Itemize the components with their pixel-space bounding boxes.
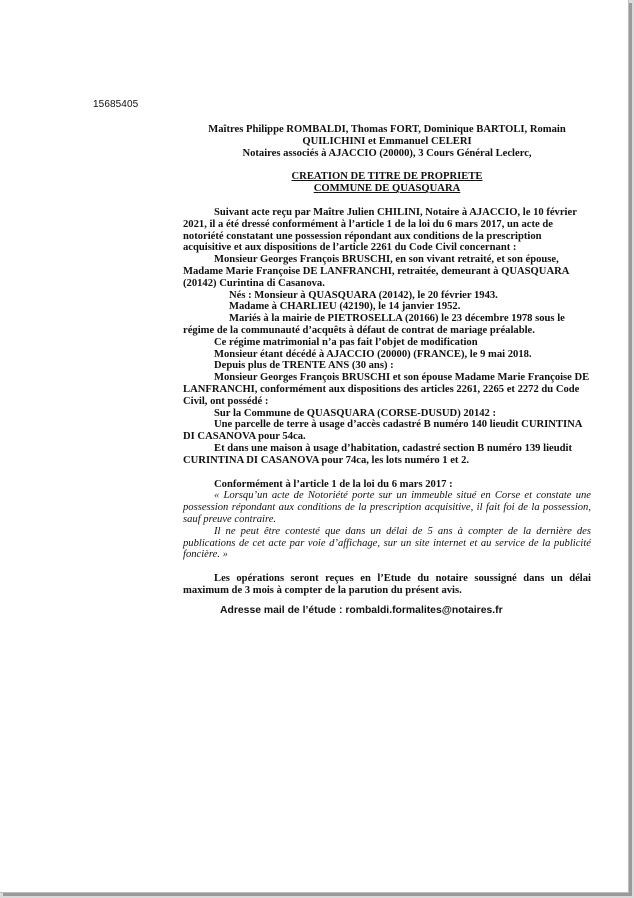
email-label: Adresse mail de l’étude : <box>220 604 346 616</box>
law-quote-1: « Lorsqu’un acte de Notoriété porte sur un immeuble situé en Corse et constate une possession répondant aux conditions de la prescription acquisitive, il fait foi de la possession, sauf preuve contraire. <box>183 490 591 525</box>
title-line-2: COMMUNE DE QUASQUARA <box>313 183 461 195</box>
reference-number: 15685405 <box>93 99 139 110</box>
oppositions-paragraph: Les opérations seront reçues en l’Etude du notaire soussigné dans un délai maximum de 3 mois à compter de la parution du présent avis. <box>183 573 591 596</box>
email-address: rombaldi.formalites@notaires.fr <box>345 604 503 616</box>
parcel-1: Une parcelle de terre à usage d’accès cadastré B numéro 140 lieudit CURINTINA DI CASANOVA pour 54ca. <box>183 419 582 443</box>
marriage-paragraph: Mariés à la mairie de PIETROSELLA (20166) le 23 décembre 1978 sous le régime de la communauté d’acquêts à défaut de contrat de mariage préalable. <box>183 313 565 336</box>
birth-husband: Nés : Monsieur à QUASQUARA (20142), le 20 février 1943. <box>229 289 498 301</box>
title-line-1: CREATION DE TITRE DE PROPRIETE <box>291 171 483 183</box>
death-paragraph: Monsieur étant décédé à AJACCIO (20000) (FRANCE), le 9 mai 2018. <box>214 348 532 360</box>
regime-unchanged: Ce régime matrimonial n’a pas fait l’objet de modification <box>214 336 478 348</box>
notaries-header <box>183 124 591 159</box>
owner-paragraph: Monsieur Georges François BRUSCHI, en son vivant retraité, et son épouse, Madame Marie Françoise DE LANFRANCHI, retraitée, demeurant à QUASQUARA (20142) Curintina di Casanova. <box>183 254 569 289</box>
office-email <box>183 605 591 617</box>
deed-intro: Suivant acte reçu par Maître Julien CHILINI, Notaire à AJACCIO, le 10 février 2021, il a été dressé conformément à l’article 1 de la loi du 6 mars 2017, un acte de notoriété constatant une possession répondant aux conditions de la prescription acquisitive et aux dispositions de l’article 2261 du Code Civil concernant : <box>183 206 577 254</box>
law-reference: Conformément à l’article 1 de la loi du 6 mars 2017 : <box>214 478 453 490</box>
notice-title <box>183 171 591 195</box>
notaries-line-1: Maîtres Philippe ROMBALDI, Thomas FORT, Dominique BARTOLI, Romain QUILICHINI et Emmanuel CELERI <box>208 124 566 147</box>
parcel-2: Et dans une maison à usage d’habitation, cadastré section B numéro 139 lieudit CURINTINA DI CASANOVA pour 74ca, les lots numéro 1 et 2. <box>183 442 572 466</box>
possession-paragraph: Monsieur Georges François BRUSCHI et son épouse Madame Marie Françoise DE LANFRANCHI, conformément aux dispositions des articles 2261, 2265 et 2272 du Code Civil, ont possédé : <box>183 372 590 407</box>
birth-wife: Madame à CHARLIEU (42190), le 14 janvier 1952. <box>229 301 461 313</box>
commune-line: Sur la Commune de QUASQUARA (CORSE-DUSUD) 20142 : <box>214 407 497 419</box>
notaries-address: Notaires associés à AJACCIO (20000), 3 Cours Général Leclerc, <box>242 147 532 159</box>
notice-body <box>183 124 591 616</box>
duration-paragraph: Depuis plus de TRENTE ANS (30 ans) : <box>214 360 394 372</box>
law-quote-2: Il ne peut être contesté que dans un délai de 5 ans à compter de la dernière des publications de cet acte par voie d’affichage, sur un site internet et au service de la publicité foncière. » <box>183 525 591 561</box>
